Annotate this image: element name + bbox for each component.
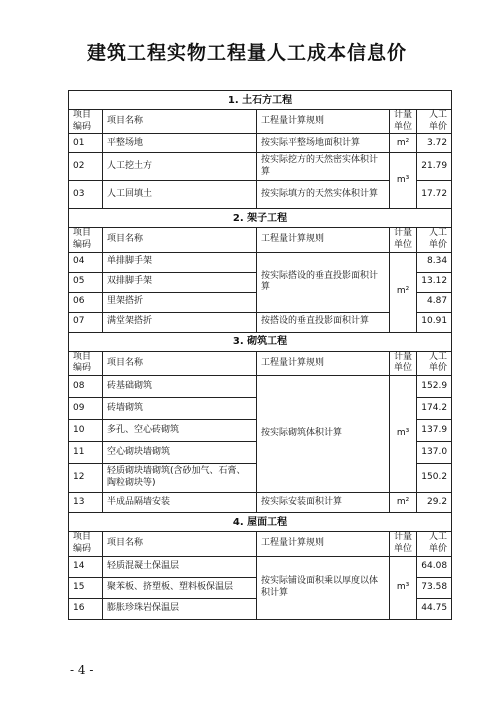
cell-code: 03	[69, 181, 103, 209]
page-number: - 4 -	[70, 663, 94, 677]
cell-price: 3.72	[417, 134, 452, 153]
table-row	[69, 252, 452, 272]
cell-name: 轻质砌块墙砌筑(含砂加气、石膏、陶粒砌块等)	[103, 464, 257, 493]
cell-name: 平整场地	[103, 134, 257, 153]
cell-price: 150.2	[417, 464, 452, 493]
header-price: 人工单价	[417, 228, 452, 252]
cell-rule: 按实际搭设的垂直投影面积计算	[257, 252, 390, 312]
cell-code: 04	[69, 252, 103, 272]
header-price: 人工单价	[417, 532, 452, 556]
cell-name: 满堂架搭折	[103, 312, 257, 332]
header-price: 人工单价	[417, 351, 452, 375]
header-unit: 计量单位	[390, 532, 417, 556]
cell-rule: 按实际砌筑体积计算	[257, 376, 390, 493]
cell-price: 21.79	[417, 153, 452, 181]
cell-price: 174.2	[417, 398, 452, 420]
cell-code: 07	[69, 312, 103, 332]
cell-price: 13.12	[417, 272, 452, 292]
cell-rule: 按实际挖方的天然密实体积计算	[257, 153, 390, 181]
header-name: 项目名称	[103, 532, 257, 556]
header-price: 人工单价	[417, 110, 452, 134]
header-name: 项目名称	[103, 110, 257, 134]
header-name: 项目名称	[103, 228, 257, 252]
cell-price: 8.34	[417, 252, 452, 272]
labor-cost-table	[68, 90, 452, 620]
cell-code: 14	[69, 556, 103, 577]
table-header-row	[69, 351, 452, 375]
cell-name: 空心砌块墙砌筑	[103, 442, 257, 464]
cell-rule: 按实际安装面积计算	[257, 493, 390, 513]
cell-code: 13	[69, 493, 103, 513]
header-name: 项目名称	[103, 351, 257, 375]
header-rule: 工程量计算规则	[257, 351, 390, 375]
header-rule: 工程量计算规则	[257, 110, 390, 134]
header-code: 项目编码	[69, 228, 103, 252]
cell-name: 轻质混凝土保温层	[103, 556, 257, 577]
cell-rule: 按实际铺设面积乘以厚度以体积计算	[257, 556, 390, 619]
cell-name: 里架搭折	[103, 292, 257, 312]
cell-rule: 按实际平整场地面积计算	[257, 134, 390, 153]
cell-price: 4.87	[417, 292, 452, 312]
table-row	[69, 153, 452, 181]
table-row	[69, 376, 452, 398]
cell-name: 膨胀珍珠岩保温层	[103, 598, 257, 619]
header-unit: 计量单位	[390, 351, 417, 375]
cell-name: 人工回填土	[103, 181, 257, 209]
document-title: 建筑工程实物工程量人工成本信息价	[86, 42, 407, 64]
cell-price: 137.0	[417, 442, 452, 464]
header-rule: 工程量计算规则	[257, 228, 390, 252]
cell-name: 人工挖土方	[103, 153, 257, 181]
cell-price: 137.9	[417, 420, 452, 442]
header-rule: 工程量计算规则	[257, 532, 390, 556]
cell-rule: 按搭设的垂直投影面积计算	[257, 312, 390, 332]
cell-unit: m³	[390, 376, 417, 493]
section-title: 4. 屋面工程	[69, 513, 452, 532]
table-row	[69, 134, 452, 153]
cell-unit: m³	[390, 556, 417, 619]
cell-code: 08	[69, 376, 103, 398]
cell-price: 152.9	[417, 376, 452, 398]
cell-code: 09	[69, 398, 103, 420]
cell-code: 15	[69, 577, 103, 598]
header-code: 项目编码	[69, 110, 103, 134]
cell-price: 64.08	[417, 556, 452, 577]
cell-price: 44.75	[417, 598, 452, 619]
cell-name: 聚苯板、挤塑板、塑料板保温层	[103, 577, 257, 598]
cell-price: 10.91	[417, 312, 452, 332]
header-code: 项目编码	[69, 351, 103, 375]
cell-unit: m²	[390, 493, 417, 513]
cell-code: 11	[69, 442, 103, 464]
section-title: 1. 土石方工程	[69, 91, 452, 110]
cell-name: 砖墙砌筑	[103, 398, 257, 420]
header-unit: 计量单位	[390, 228, 417, 252]
cell-code: 05	[69, 272, 103, 292]
cell-rule: 按实际填方的天然实体积计算	[257, 181, 390, 209]
cell-price: 73.58	[417, 577, 452, 598]
cell-unit: m³	[390, 153, 417, 209]
section-title: 3. 砌筑工程	[69, 332, 452, 351]
cell-name: 半成品隔墙安装	[103, 493, 257, 513]
cell-price: 29.2	[417, 493, 452, 513]
table-header-row	[69, 228, 452, 252]
cell-code: 02	[69, 153, 103, 181]
header-code: 项目编码	[69, 532, 103, 556]
cell-name: 砖基础砌筑	[103, 376, 257, 398]
header-unit: 计量单位	[390, 110, 417, 134]
cell-name: 多孔、空心砖砌筑	[103, 420, 257, 442]
table-header-row	[69, 532, 452, 556]
table-row	[69, 556, 452, 577]
cell-unit: m²	[390, 134, 417, 153]
section-title: 2. 架子工程	[69, 209, 452, 228]
cell-code: 12	[69, 464, 103, 493]
cell-code: 10	[69, 420, 103, 442]
cell-code: 06	[69, 292, 103, 312]
cell-code: 01	[69, 134, 103, 153]
table-row	[69, 493, 452, 513]
cell-price: 17.72	[417, 181, 452, 209]
cell-name: 单排脚手架	[103, 252, 257, 272]
cell-code: 16	[69, 598, 103, 619]
table-header-row	[69, 110, 452, 134]
cell-unit: m²	[390, 252, 417, 332]
cell-name: 双排脚手架	[103, 272, 257, 292]
